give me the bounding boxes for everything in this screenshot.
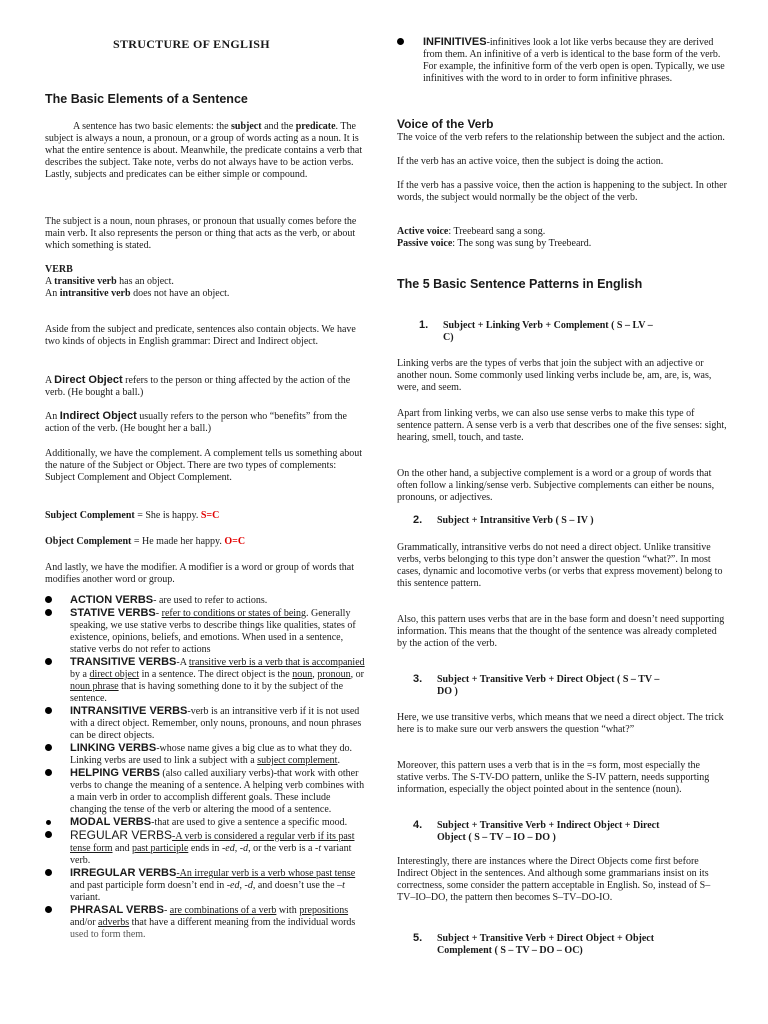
bullet-icon	[46, 820, 51, 825]
bullet-icon	[45, 658, 52, 665]
list-item-linking-verbs: LINKING VERBS-whose name gives a big clue as to what they do. Linking verbs are used to link a subject with a subject complement.	[45, 742, 365, 767]
voice-paragraph-3: If the verb has a passive voice, then the action is happening to the subject. In other words, the subject would normally be the object of the verb.	[397, 180, 727, 203]
heading-basic-elements: The Basic Elements of a Sentence	[45, 92, 248, 106]
pattern-3-paragraph-b: Moreover, this pattern uses a verb that is in the =s form, most especially the stative verbs. The S-TV-DO pattern, unlike the S-IV pattern, needs supporting information, especially the object pointed about in the sentence (noun).	[397, 760, 710, 795]
voice-paragraph-2: If the verb has an active voice, then the subject is doing the action.	[397, 156, 664, 167]
object-complement-line: Object Complement = He made her happy. O=C	[45, 536, 246, 547]
active-voice-example: Active voice: Treebeard sang a song.	[397, 226, 546, 237]
bullet-icon	[45, 906, 52, 913]
voice-paragraph-1: The voice of the verb refers to the relationship between the subject and the action.	[397, 132, 725, 143]
paragraph-modifier: And lastly, we have the modifier. A modifier is a word or group of words that modifies another word or group.	[45, 562, 355, 585]
paragraph-complement: Additionally, we have the complement. A complement tells us something about the nature of the Subject or Object. There are two types of complements: Subject Complement and Object Complement.	[45, 448, 363, 483]
paragraph-aside: Aside from the subject and predicate, sentences also contain objects. We have two kinds of objects in English grammar: Direct and Indirect object.	[45, 324, 356, 347]
verb-types-list	[45, 594, 365, 941]
pattern-3-paragraph-a: Here, we use transitive verbs, which means that we need a direct object. The trick here is to make sure our verb answers the question “what?”	[397, 712, 724, 735]
list-item-regular-verbs: REGULAR VERBS-A verb is considered a regular verb if its past tense form and past participle ends in -ed, -d, or the verb is a -t variant verb.	[45, 829, 365, 867]
paragraph-subject: The subject is a noun, noun phrases, or pronoun that usually comes before the main verb. It also represents the person or thing that acts as the verb, or about which something is stated.	[45, 216, 357, 251]
pattern-1-heading: 1. Subject + Linking Verb + Complement ( S – LV – C)	[419, 319, 653, 343]
bullet-icon	[45, 707, 52, 714]
list-item-action-verbs: ACTION VERBS- are used to refer to actions.	[45, 594, 365, 607]
pattern-1-paragraph-b: Apart from linking verbs, we can also use sense verbs to make this type of sentence pattern. A sense verb is a verb that describes one of the five senses: sight, hearing, smell, touch, and taste.	[397, 408, 727, 443]
pattern-3-heading: 3. Subject + Transitive Verb + Direct Object ( S – TV – DO )	[413, 673, 660, 697]
paragraph-intro: A sentence has two basic elements: the subject and the predicate. The subject is always a noun, a pronoun, or a group of words acting as a noun. It is what the entire sentence is about. Meanwhile, the predicate contains a verb that describes the subject. Take note, verbs do not always have to be action verbs. Lastly, subjects and predicates can be either simple or compound.	[45, 121, 363, 180]
list-item-transitive-verbs: TRANSITIVE VERBS-A transitive verb is a verb that is accompanied by a direct object in a sentence. The direct object is the noun, pronoun, or noun phrase that is having something done to it by the subject of the sentence.	[45, 656, 365, 705]
verb-heading: VERB	[45, 264, 73, 275]
bullet-icon	[45, 744, 52, 751]
bullet-icon	[397, 38, 404, 45]
pattern-2-paragraph-a: Grammatically, intransitive verbs do not need a direct object. Unlike transitive verbs, verbs belonging to this type don’t answer the question “what?”. In most cases, dynamic and locomotive verbs (or verbs that express movement) belong to this sentence pattern.	[397, 542, 723, 589]
pattern-4-heading: 4. Subject + Transitive Verb + Indirect Object + Direct Object ( S – TV – IO – DO )	[413, 819, 660, 843]
passive-voice-example: Passive voice: The song was sung by Treebeard.	[397, 238, 592, 249]
list-item-stative-verbs: STATIVE VERBS- refer to conditions or states of being. Generally speaking, we use stative verbs to describe things like qualities, states of existence, opinions, beliefs, and emotions. When used in a sentence, stative verbs do not refer to actions	[45, 607, 365, 656]
heading-sentence-patterns: The 5 Basic Sentence Patterns in English	[397, 277, 643, 291]
page-title: STRUCTURE OF ENGLISH	[113, 37, 270, 51]
pattern-5-heading: 5. Subject + Transitive Verb + Direct Object + Object Complement ( S – TV – DO – OC)	[413, 932, 655, 956]
infinitives-item: INFINITIVES-infinitives look a lot like verbs because they are derived from them. An infinitive of a verb is identical to the base form of the verb. For example, the infinitive form of the verb open is open. Typically, we use infinitives with the word to in order to form infinitive phrases.	[397, 36, 727, 85]
pattern-4-paragraph-a: Interestingly, there are instances where the Direct Objects come first before Indirect Object in the sentences. And although some grammarians insist on its correctness, some consider the pattern acceptable in English. So, instead of S–TV–IO–DO, the pattern then becomes S–TV–DO-IO.	[397, 856, 711, 903]
pattern-1-paragraph-a: Linking verbs are the types of verbs that join the subject with an adjective or another noun. Some commonly used linking verbs include be, am, are, is, was, were, and seem.	[397, 358, 712, 393]
verb-intransitive-line: An intransitive verb does not have an object.	[45, 288, 230, 299]
paragraph-indirect-object: An Indirect Object usually refers to the person who “benefits” from the action of the verb. (He bought her a ball.)	[45, 410, 347, 434]
heading-voice-of-verb: Voice of the Verb	[397, 117, 494, 131]
paragraph-direct-object: A Direct Object refers to the person or thing affected by the action of the verb. (He bought a ball.)	[45, 374, 351, 398]
pattern-1-paragraph-c: On the other hand, a subjective complement is a word or a group of words that often follow a linking/sense verb. Subjective complements can either be nouns, pronouns, or adjectives.	[397, 468, 715, 503]
pattern-2-heading: 2. Subject + Intransitive Verb ( S – IV )	[413, 514, 594, 526]
verb-transitive-line: A transitive verb has an object.	[45, 276, 174, 287]
list-item-irregular-verbs: IRREGULAR VERBS-An irregular verb is a verb whose past tense and past participle form doesn’t end in -ed, -d, and doesn’t use the –t variant.	[45, 867, 365, 904]
bullet-icon	[45, 869, 52, 876]
bullet-icon	[45, 609, 52, 616]
bullet-icon	[45, 769, 52, 776]
bullet-icon	[45, 831, 52, 838]
list-item-helping-verbs: HELPING VERBS (also called auxiliary verbs)-that work with other verbs to change the meaning of a sentence. A helping verb combines with a main verb in order to accomplish different goals. These include changing the tense of the verb or altering the mood of a sentence.	[45, 767, 365, 816]
list-item-intransitive-verbs: INTRANSITIVE VERBS-verb is an intransitive verb if it is not used with a direct object. Remember, only nouns, pronouns, and noun phrases can be direct objects.	[45, 705, 365, 742]
list-item-phrasal-verbs: PHRASAL VERBS- are combinations of a verb with prepositions and/or adverbs that have a different meaning from the individual words used to form them.	[45, 904, 365, 941]
pattern-2-paragraph-b: Also, this pattern uses verbs that are in the base form and doesn’t need supporting information. This means that the thought of the sentence was already completed by the action of the verb.	[397, 614, 725, 649]
list-item-modal-verbs: MODAL VERBS-that are used to give a sentence a specific mood.	[45, 816, 365, 829]
subject-complement-line: Subject Complement = She is happy. S=C	[45, 510, 220, 521]
bullet-icon	[45, 596, 52, 603]
